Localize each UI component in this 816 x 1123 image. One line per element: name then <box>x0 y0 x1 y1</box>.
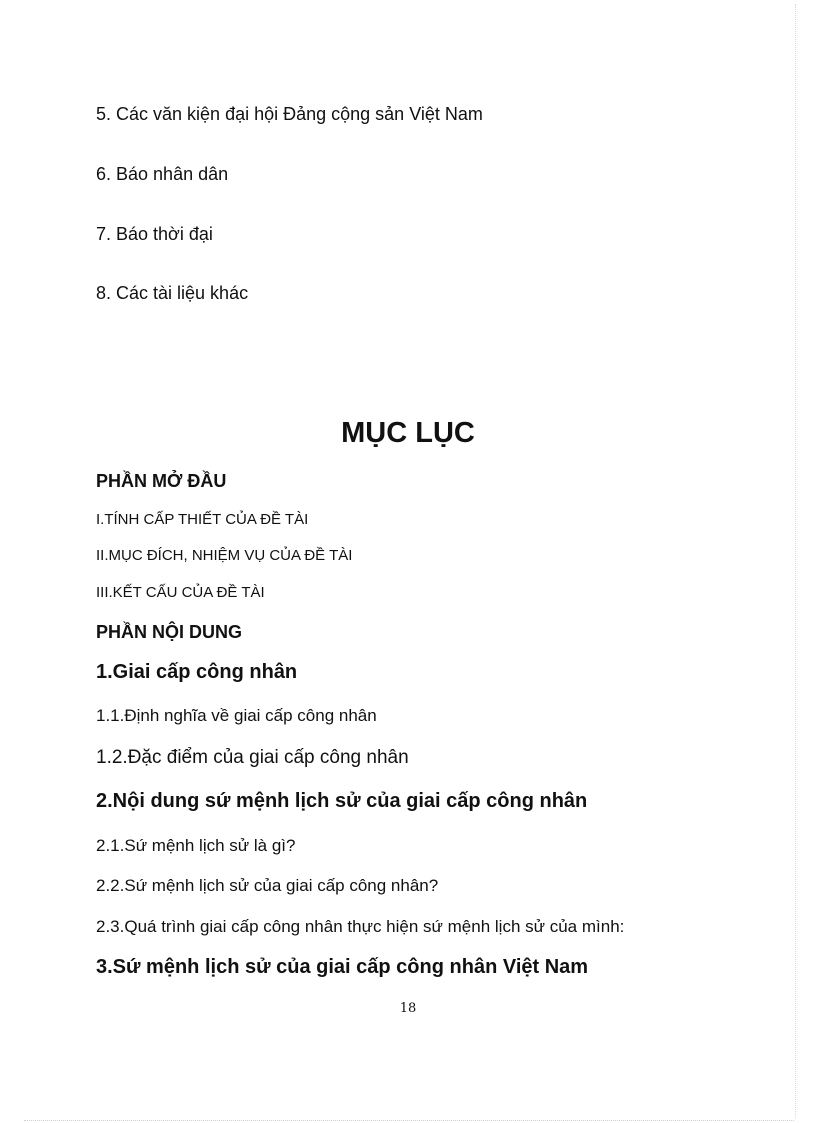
toc-section-heading: 2.Nội dung sứ mệnh lịch sử của giai cấp công nhân <box>96 790 588 812</box>
toc-item: I.TÍNH CẤP THIẾT CỦA ĐỀ TÀI <box>96 511 309 528</box>
toc-item: II.MỤC ĐÍCH, NHIỆM VỤ CỦA ĐỀ TÀI <box>96 547 353 564</box>
page-border-bottom <box>24 1120 794 1121</box>
toc-part-intro: PHẦN MỞ ĐẦU <box>96 471 227 491</box>
toc-item: 2.1.Sứ mệnh lịch sử là gì? <box>96 836 296 855</box>
toc-item: 1.1.Định nghĩa về giai cấp công nhân <box>96 706 377 725</box>
toc-part-content: PHẦN NỘI DUNG <box>96 622 243 642</box>
page-border-right <box>795 4 796 1118</box>
reference-item: 6. Báo nhân dân <box>96 164 229 184</box>
reference-item: 5. Các văn kiện đại hội Đảng cộng sản Việt Nam <box>96 104 483 124</box>
toc-section-heading: 1.Giai cấp công nhân <box>96 661 298 683</box>
toc-item: 2.2.Sứ mệnh lịch sử của giai cấp công nhân? <box>96 876 439 895</box>
toc-section-heading: 3.Sứ mệnh lịch sử của giai cấp công nhân Việt Nam <box>96 956 589 978</box>
page-number: 18 <box>399 1001 417 1016</box>
reference-item: 8. Các tài liệu khác <box>96 283 249 303</box>
toc-item: 1.2.Đặc điểm của giai cấp công nhân <box>96 747 409 768</box>
reference-item: 7. Báo thời đại <box>96 224 213 244</box>
toc-title: MỤC LỤC <box>341 417 475 449</box>
toc-item: 2.3.Quá trình giai cấp công nhân thực hiện sứ mệnh lịch sử của mình: <box>96 917 625 936</box>
toc-item: III.KẾT CẤU CỦA ĐỀ TÀI <box>96 584 265 601</box>
